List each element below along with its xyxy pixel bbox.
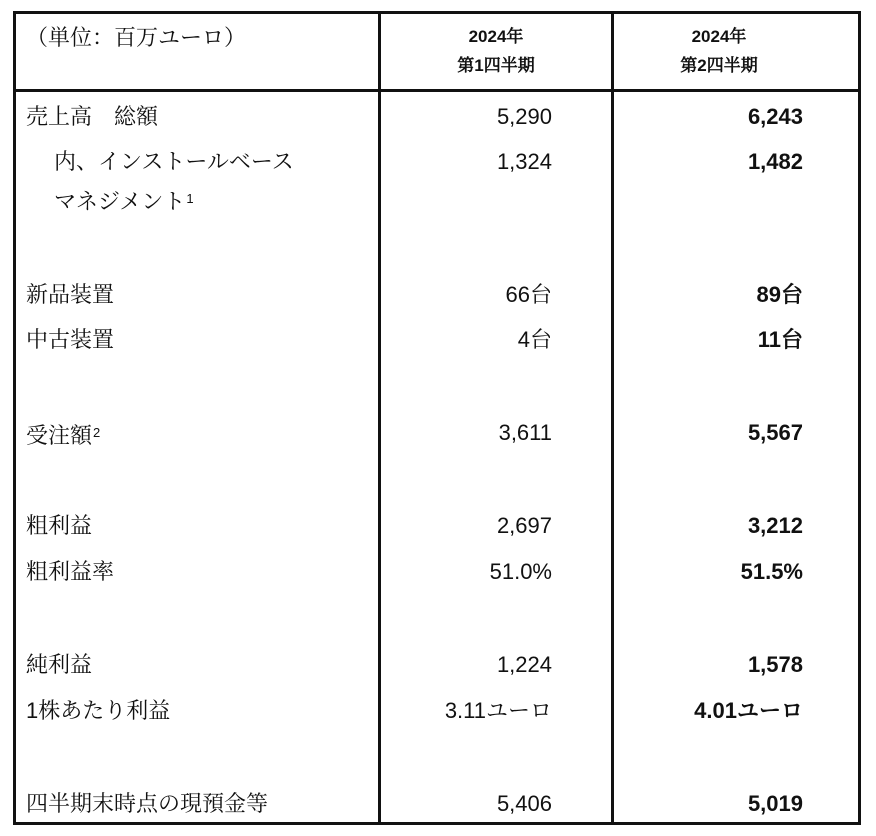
q2-new-systems: 89台	[756, 282, 803, 307]
row-label-gross-profit: 粗利益	[26, 513, 93, 538]
col2-quarter: 第2四半期	[680, 56, 758, 75]
q2-eps: 4.01ユーロ	[694, 698, 803, 723]
col1-quarter: 第1四半期	[457, 56, 535, 75]
row-label-gross-margin: 粗利益率	[26, 559, 115, 584]
q2-net-income: 1,578	[747, 652, 803, 677]
q1-net-sales: 5,290	[496, 104, 552, 129]
installed-base-label-text: マネジメント	[54, 189, 186, 214]
col1-header	[381, 24, 611, 79]
row-label-used-systems: 中古装置	[26, 327, 115, 352]
q2-bookings: 5,567	[747, 420, 803, 445]
q2-net-sales: 6,243	[747, 104, 803, 129]
row-label-bookings	[26, 420, 100, 449]
footnote-1: 1	[186, 191, 194, 206]
col2-year: 2024年	[691, 27, 747, 46]
q1-gross-profit: 2,697	[496, 513, 552, 538]
row-label-installed-base-line1: 内、インストールベース	[54, 149, 294, 174]
unit-label: （単位：百万ユーロ）	[26, 25, 247, 50]
q1-installed-base: 1,324	[496, 149, 552, 174]
financial-table	[13, 11, 861, 825]
q2-gross-margin: 51.5%	[740, 559, 803, 584]
q2-gross-profit: 3,212	[747, 513, 803, 538]
column-divider-1	[378, 14, 381, 822]
row-label-new-systems: 新品装置	[26, 282, 115, 307]
row-label-installed-base-line2	[54, 186, 194, 215]
bookings-label-text: 受注額	[26, 423, 93, 448]
row-label-eps: 1株あたり利益	[26, 698, 171, 723]
col2-header	[614, 24, 824, 79]
q1-gross-margin: 51.0%	[489, 559, 552, 584]
col1-year: 2024年	[468, 27, 524, 46]
header-divider	[16, 89, 858, 92]
footnote-2: 2	[93, 425, 101, 440]
q1-bookings: 3,611	[498, 420, 552, 445]
q1-used-systems: 4台	[517, 327, 552, 352]
q2-used-systems: 11台	[757, 327, 803, 352]
q1-eps: 3.11ユーロ	[444, 698, 552, 723]
q2-cash: 5,019	[747, 791, 803, 816]
row-label-net-income: 純利益	[26, 652, 93, 677]
row-label-net-sales: 売上高 総額	[26, 104, 159, 129]
row-label-cash: 四半期末時点の現預金等	[26, 791, 269, 816]
q1-new-systems: 66台	[505, 282, 552, 307]
q2-installed-base: 1,482	[747, 149, 803, 174]
column-divider-2	[611, 14, 614, 822]
q1-cash: 5,406	[496, 791, 552, 816]
q1-net-income: 1,224	[496, 652, 552, 677]
